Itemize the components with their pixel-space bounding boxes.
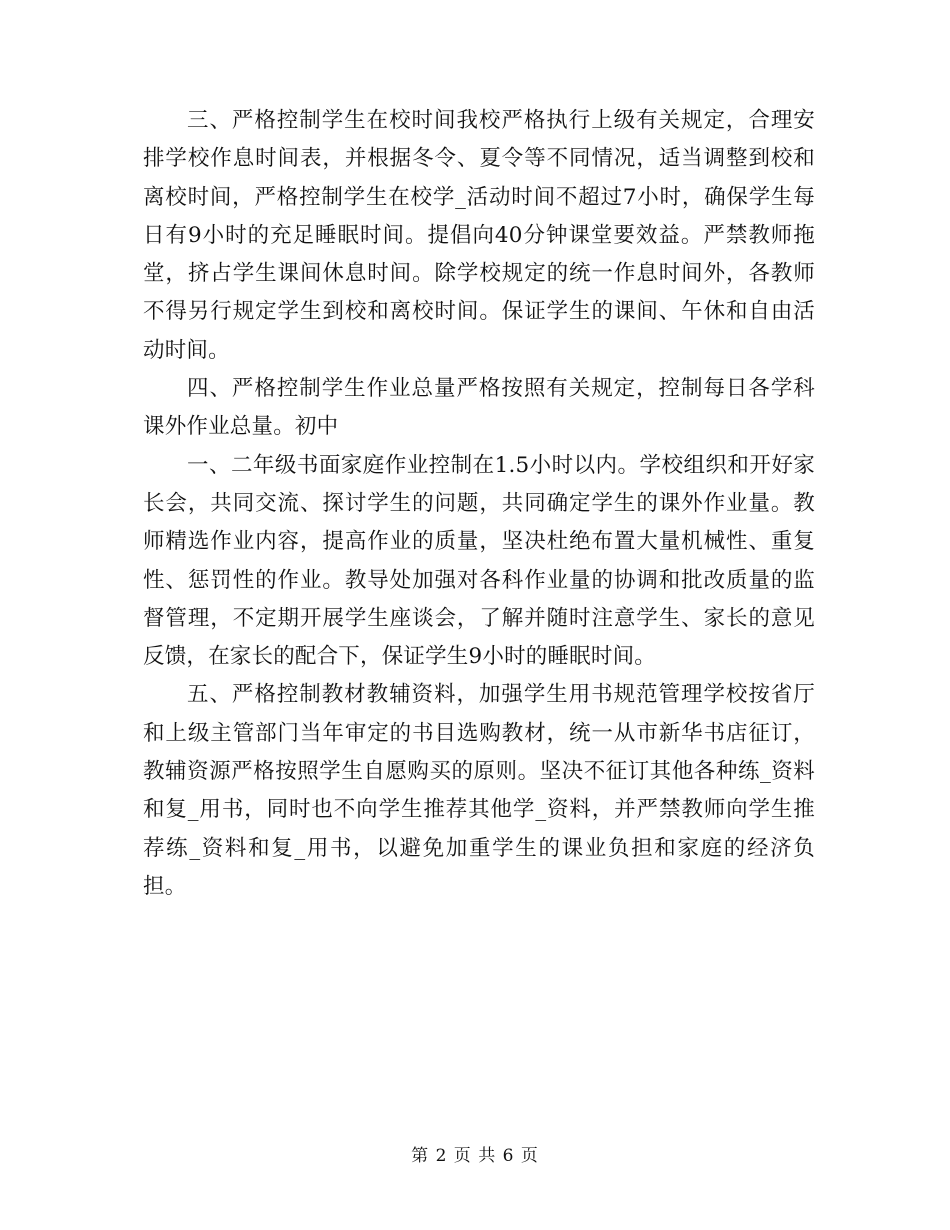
paragraph-section-five: 五、严格控制教材教辅资料，加强学生用书规范管理学校按省厅和上级主管部门当年审定的书目选购教材，统一从市新华书店征订，教辅资源严格按照学生自愿购买的原则。坚决不征订其他各种练_资料和复_用书，同时也不向学生推荐其他学_资料，并严禁教师向学生推荐练_资料和复_用书，以避免加重学生的课业负担和家庭的经济负担。 <box>143 682 815 899</box>
paragraph-section-three: 三、严格控制学生在校时间我校严格执行上级有关规定，合理安排学校作息时间表，并根据冬令、夏令等不同情况，适当调整到校和离校时间，严格控制学生在校学_活动时间不超过7小时，确保学生每日有9小时的充足睡眠时间。提倡向40分钟课堂要效益。严禁教师拖堂，挤占学生课间休息时间。除学校规定的统一作息时间外，各教师不得另行规定学生到校和离校时间。保证学生的课间、午休和自由活动时间。 <box>143 108 815 363</box>
paragraph-section-four: 四、严格控制学生作业总量严格按照有关规定，控制每日各学科课外作业总量。初中 <box>143 376 815 440</box>
page-footer: 第 2 页 共 6 页 <box>411 1146 539 1166</box>
document-body <box>143 102 815 906</box>
paragraph-grade-homework: 一、二年级书面家庭作业控制在1.5小时以内。学校组织和开好家长会，共同交流、探讨学生的问题，共同确定学生的课外作业量。教师精选作业内容，提高作业的质量，坚决杜绝布置大量机械性、重复性、惩罚性的作业。教导处加强对各科作业量的协调和批改质量的监督管理，不定期开展学生座谈会，了解并随时注意学生、家长的意见反馈，在家长的配合下，保证学生9小时的睡眠时间。 <box>143 452 815 670</box>
